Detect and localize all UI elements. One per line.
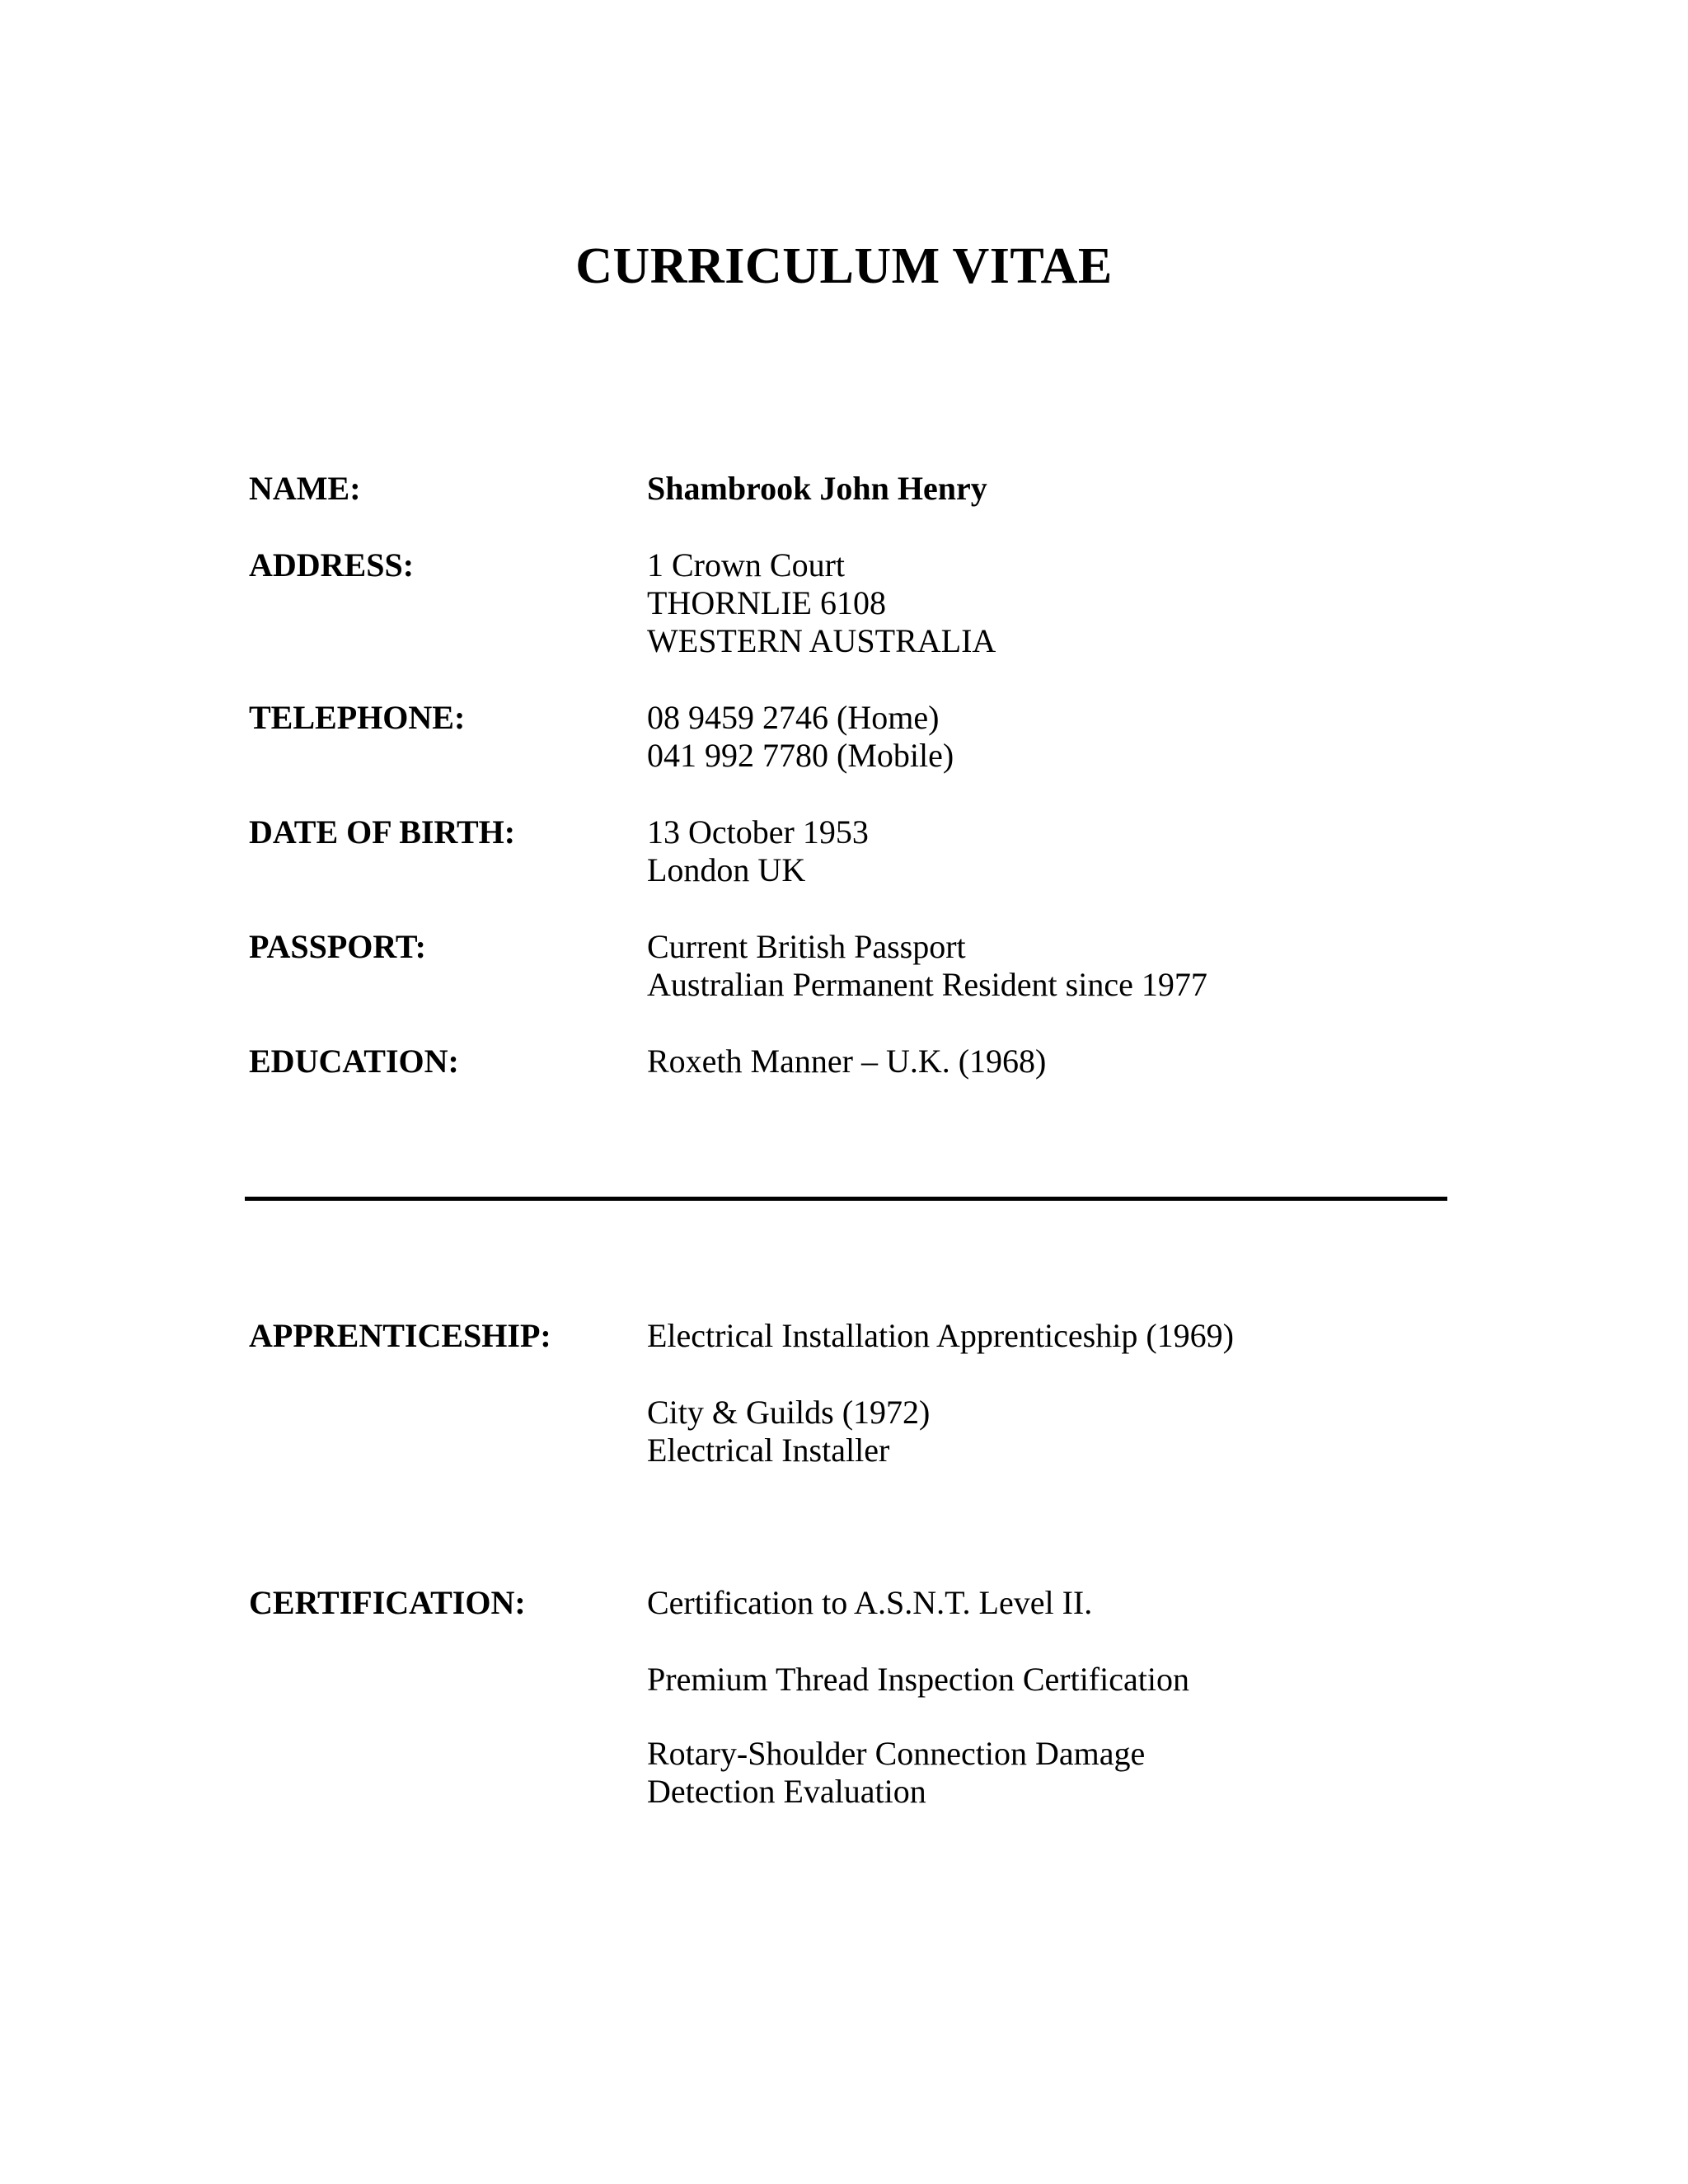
education-label: EDUCATION: <box>249 1043 459 1080</box>
apprenticeship-line: City & Guilds (1972) <box>647 1394 931 1431</box>
birth-place: London UK <box>647 851 806 888</box>
certification-item <box>647 1661 1189 1699</box>
date-of-birth-value <box>647 813 869 889</box>
passport-label: PASSPORT: <box>249 928 426 965</box>
address-line: 1 Crown Court <box>647 546 845 583</box>
certification-line: Certification to A.S.N.T. Level II. <box>647 1584 1093 1621</box>
name-label: NAME: <box>249 470 361 507</box>
apprenticeship-label: APPRENTICESHIP: <box>249 1317 551 1354</box>
document-title: CURRICULUM VITAE <box>575 238 1113 294</box>
certification-item <box>647 1584 1092 1622</box>
education-value <box>647 1043 1046 1080</box>
certification-line: Premium Thread Inspection Certification <box>647 1661 1189 1698</box>
telephone-label: TELEPHONE: <box>249 699 466 736</box>
address-label: ADDRESS: <box>249 546 415 583</box>
telephone-home: 08 9459 2746 (Home) <box>647 699 940 736</box>
apprenticeship-line: Electrical Installation Apprenticeship (1969) <box>647 1317 1234 1354</box>
telephone-value <box>647 699 954 775</box>
certification-line: Detection Evaluation <box>647 1773 926 1810</box>
certification-item <box>647 1735 1145 1811</box>
address-value <box>647 546 996 660</box>
telephone-mobile: 041 992 7780 (Mobile) <box>647 737 954 774</box>
certification-line: Rotary-Shoulder Connection Damage <box>647 1735 1146 1772</box>
address-line: WESTERN AUSTRALIA <box>647 622 996 659</box>
certification-label: CERTIFICATION: <box>249 1584 526 1621</box>
birth-date: 13 October 1953 <box>647 813 869 851</box>
section-divider <box>245 1197 1447 1201</box>
apprenticeship-item <box>647 1317 1234 1355</box>
apprenticeship-item <box>647 1394 930 1469</box>
passport-value <box>647 928 1207 1004</box>
apprenticeship-line: Electrical Installer <box>647 1432 890 1469</box>
passport-line: Current British Passport <box>647 928 966 965</box>
name-value: Shambrook John Henry <box>647 470 987 507</box>
date-of-birth-label: DATE OF BIRTH: <box>249 813 516 851</box>
education-line: Roxeth Manner – U.K. (1968) <box>647 1043 1047 1080</box>
passport-line: Australian Permanent Resident since 1977 <box>647 966 1207 1003</box>
address-line: THORNLIE 6108 <box>647 584 886 621</box>
